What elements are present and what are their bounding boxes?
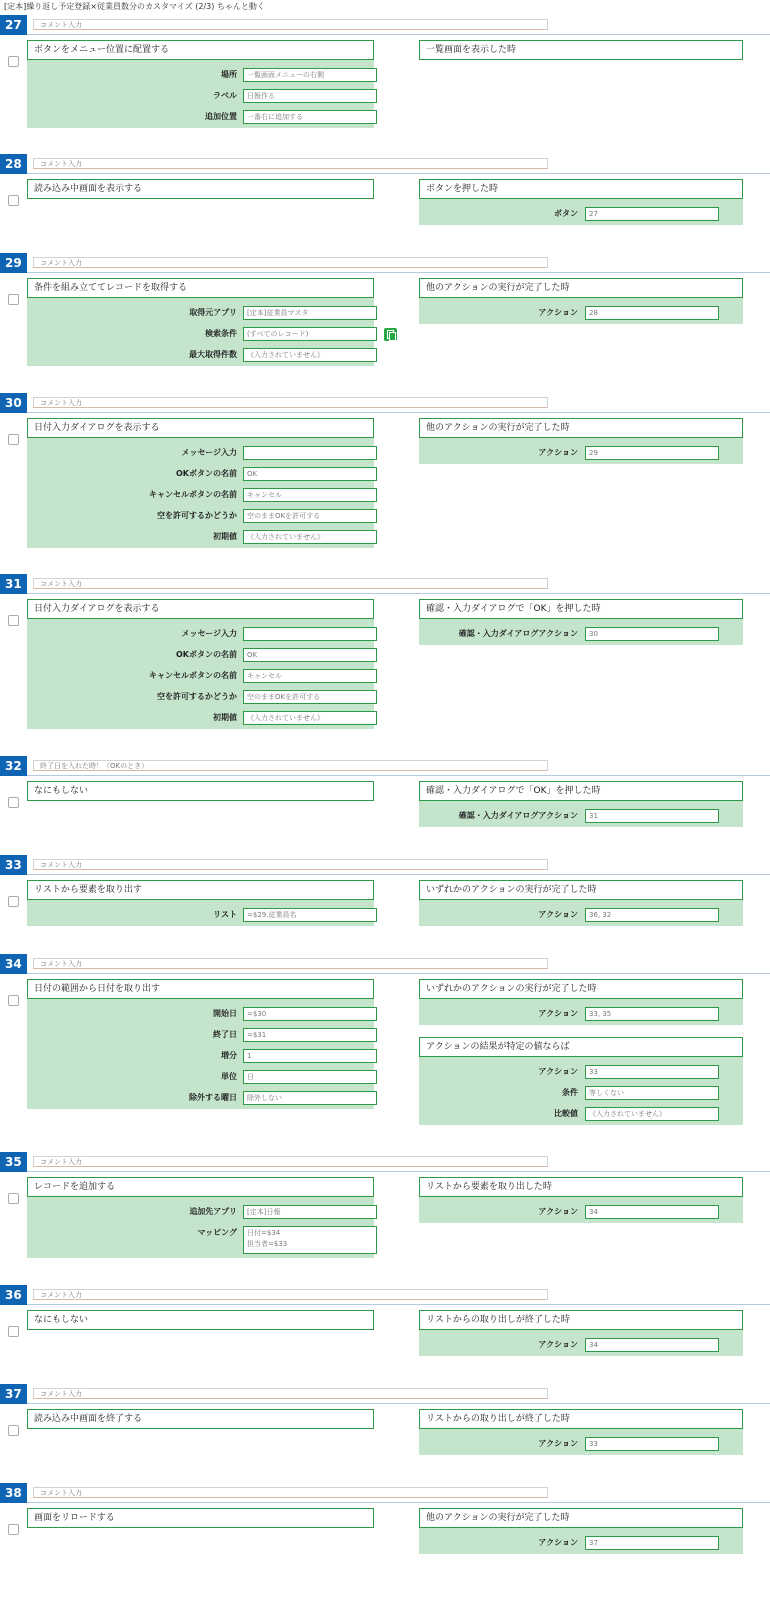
divider: [27, 973, 770, 974]
comment-input[interactable]: コメント入力: [33, 257, 548, 268]
divider: [27, 34, 770, 35]
step-checkbox[interactable]: [8, 615, 19, 626]
comment-input[interactable]: コメント入力: [33, 397, 548, 408]
divider: [27, 775, 770, 776]
field-label: キャンセルボタンの名前: [149, 671, 237, 680]
field-value[interactable]: 《入力されていません》: [243, 530, 377, 544]
action-title[interactable]: 読み込み中画面を表示する: [27, 179, 374, 199]
comment-input[interactable]: 終了日を入れた時！（OKのとき）: [33, 760, 548, 771]
field-label: ラベル: [213, 91, 237, 100]
comment-input[interactable]: コメント入力: [33, 19, 548, 30]
field-label: 初期値: [213, 532, 237, 541]
action-card: [27, 979, 374, 1109]
field-label: 初期値: [213, 713, 237, 722]
field-label: 取得元アプリ: [189, 308, 237, 317]
field-label: アクション: [538, 448, 578, 457]
action-title[interactable]: 日付の範囲から日付を取り出す: [27, 979, 374, 999]
step-number: 33: [0, 855, 27, 875]
field-value[interactable]: 等しくない: [585, 1086, 719, 1100]
field-value[interactable]: OK: [243, 648, 377, 662]
field-value[interactable]: 空のままOKを許可する: [243, 509, 377, 523]
trigger-card: [419, 599, 743, 645]
field-value[interactable]: =$31: [243, 1028, 377, 1042]
action-card: [27, 179, 374, 199]
divider: [27, 1304, 770, 1305]
action-title[interactable]: なにもしない: [27, 781, 374, 801]
trigger-title[interactable]: アクションの結果が特定の値ならば: [419, 1037, 743, 1057]
comment-input[interactable]: コメント入力: [33, 1289, 548, 1300]
field-value[interactable]: 《入力されていません》: [243, 711, 377, 725]
field-label: 確認・入力ダイアログアクション: [458, 811, 578, 820]
step-number: 30: [0, 393, 27, 413]
divider: [27, 1171, 770, 1172]
action-card: [27, 40, 374, 128]
field-label: 追加位置: [205, 112, 237, 121]
field-label: OKボタンの名前: [176, 650, 237, 659]
divider: [27, 272, 770, 273]
step-checkbox[interactable]: [8, 896, 19, 907]
divider: [27, 412, 770, 413]
step-checkbox[interactable]: [8, 434, 19, 445]
field-label: 終了日: [213, 1030, 237, 1039]
trigger-card: [419, 1037, 743, 1125]
step-checkbox[interactable]: [8, 56, 19, 67]
action-card: [27, 1310, 374, 1330]
comment-input[interactable]: コメント入力: [33, 158, 548, 169]
field-value[interactable]: 27: [585, 207, 719, 221]
action-title[interactable]: 日付入力ダイアログを表示する: [27, 599, 374, 619]
field-value[interactable]: [定本]日報: [243, 1205, 377, 1219]
field-label: アクション: [538, 1067, 578, 1076]
action-card: [27, 781, 374, 801]
step-number: 27: [0, 15, 27, 35]
trigger-card: [419, 979, 743, 1025]
field-label: アクション: [538, 1439, 578, 1448]
field-label: アクション: [538, 910, 578, 919]
field-value[interactable]: [定本]従業員マスタ: [243, 306, 377, 320]
field-label: 単位: [221, 1072, 237, 1081]
action-title[interactable]: リストから要素を取り出す: [27, 880, 374, 900]
trigger-title[interactable]: 他のアクションの実行が完了した時: [419, 418, 743, 438]
field-label: 最大取得件数: [189, 350, 237, 359]
step-number: 29: [0, 253, 27, 273]
action-title[interactable]: なにもしない: [27, 1310, 374, 1330]
field-label: OKボタンの名前: [176, 469, 237, 478]
comment-input[interactable]: コメント入力: [33, 1388, 548, 1399]
trigger-card: [419, 1508, 743, 1554]
field-value[interactable]: 日報作る: [243, 89, 377, 103]
action-title[interactable]: 条件を組み立ててレコードを取得する: [27, 278, 374, 298]
field-value[interactable]: 36, 32: [585, 908, 719, 922]
field-value[interactable]: 《入力されていません》: [585, 1107, 719, 1121]
action-card: [27, 880, 374, 926]
field-label: メッセージ入力: [181, 448, 237, 457]
field-label: アクション: [538, 1340, 578, 1349]
field-label: リスト: [213, 910, 237, 919]
field-value[interactable]: 34: [585, 1205, 719, 1219]
comment-input[interactable]: コメント入力: [33, 1156, 548, 1167]
field-label: アクション: [538, 1009, 578, 1018]
field-label: マッピング: [197, 1228, 237, 1237]
trigger-title[interactable]: リストからの取り出しが終了した時: [419, 1310, 743, 1330]
step-checkbox[interactable]: [8, 995, 19, 1006]
field-label: キャンセルボタンの名前: [149, 490, 237, 499]
step-number: 36: [0, 1285, 27, 1305]
step-checkbox[interactable]: [8, 294, 19, 305]
trigger-title[interactable]: リストからの取り出しが終了した時: [419, 1409, 743, 1429]
divider: [27, 874, 770, 875]
field-label: 場所: [221, 70, 237, 79]
step-number: 31: [0, 574, 27, 594]
trigger-card: [419, 179, 743, 225]
field-value[interactable]: 一覧画面メニューの右側: [243, 68, 377, 82]
field-value[interactable]: =$30: [243, 1007, 377, 1021]
trigger-title[interactable]: 他のアクションの実行が完了した時: [419, 278, 743, 298]
field-value[interactable]: 日付=$34 担当者=$33: [243, 1226, 377, 1254]
action-card: [27, 599, 374, 729]
step-checkbox[interactable]: [8, 195, 19, 206]
step-checkbox[interactable]: [8, 1193, 19, 1204]
field-value[interactable]: 30: [585, 627, 719, 641]
trigger-title[interactable]: リストから要素を取り出した時: [419, 1177, 743, 1197]
step-number: 37: [0, 1384, 27, 1404]
action-card: [27, 1409, 374, 1429]
trigger-title[interactable]: いずれかのアクションの実行が完了した時: [419, 880, 743, 900]
field-value[interactable]: (すべてのレコード): [243, 327, 377, 341]
field-value[interactable]: 日: [243, 1070, 377, 1084]
action-card: [27, 1508, 374, 1528]
action-title[interactable]: ボタンをメニュー位置に配置する: [27, 40, 374, 60]
field-value[interactable]: [243, 446, 377, 460]
action-card: [27, 278, 374, 366]
action-title[interactable]: レコードを追加する: [27, 1177, 374, 1197]
field-label: アクション: [538, 1207, 578, 1216]
field-label: 増分: [221, 1051, 237, 1060]
step-checkbox[interactable]: [8, 1326, 19, 1337]
field-value[interactable]: 29: [585, 446, 719, 460]
action-title[interactable]: 読み込み中画面を終了する: [27, 1409, 374, 1429]
step-checkbox[interactable]: [8, 1524, 19, 1535]
field-value[interactable]: =$29.従業員名: [243, 908, 377, 922]
trigger-card: [419, 1409, 743, 1455]
field-value[interactable]: キャンセル: [243, 669, 377, 683]
action-title[interactable]: 日付入力ダイアログを表示する: [27, 418, 374, 438]
action-card: [27, 418, 374, 548]
field-label: 比較値: [554, 1109, 578, 1118]
field-label: 追加先アプリ: [189, 1207, 237, 1216]
step-checkbox[interactable]: [8, 797, 19, 808]
step-number: 38: [0, 1483, 27, 1503]
field-value[interactable]: 28: [585, 306, 719, 320]
field-value[interactable]: 《入力されていません》: [243, 348, 377, 362]
field-label: アクション: [538, 308, 578, 317]
field-label: 開始日: [213, 1009, 237, 1018]
field-value[interactable]: 34: [585, 1338, 719, 1352]
step-number: 32: [0, 756, 27, 776]
comment-input[interactable]: コメント入力: [33, 958, 548, 969]
field-value[interactable]: 33: [585, 1437, 719, 1451]
divider: [27, 173, 770, 174]
field-value[interactable]: 37: [585, 1536, 719, 1550]
field-value[interactable]: OK: [243, 467, 377, 481]
step-number: 28: [0, 154, 27, 174]
field-value[interactable]: キャンセル: [243, 488, 377, 502]
action-card: [27, 1177, 374, 1258]
divider: [27, 1502, 770, 1503]
step-checkbox[interactable]: [8, 1425, 19, 1436]
field-label: ボタン: [554, 209, 578, 218]
copy-icon[interactable]: [384, 328, 397, 341]
field-value[interactable]: 一番右に追加する: [243, 110, 377, 124]
page-title: [定本]繰り返し予定登録×従業員数分のカスタマイズ (2/3) ちゃんと動く: [4, 2, 265, 11]
field-value[interactable]: 空のままOKを許可する: [243, 690, 377, 704]
trigger-title[interactable]: ボタンを押した時: [419, 179, 743, 199]
step-number: 34: [0, 954, 27, 974]
trigger-title[interactable]: 他のアクションの実行が完了した時: [419, 1508, 743, 1528]
divider: [27, 593, 770, 594]
trigger-card: [419, 880, 743, 926]
field-value[interactable]: 除外しない: [243, 1091, 377, 1105]
trigger-card: [419, 1310, 743, 1356]
field-value[interactable]: 33, 35: [585, 1007, 719, 1021]
trigger-title[interactable]: 一覧画面を表示した時: [419, 40, 743, 60]
trigger-title[interactable]: 確認・入力ダイアログで「OK」を押した時: [419, 781, 743, 801]
comment-input[interactable]: コメント入力: [33, 1487, 548, 1498]
comment-input[interactable]: コメント入力: [33, 578, 548, 589]
step-number: 35: [0, 1152, 27, 1172]
field-label: アクション: [538, 1538, 578, 1547]
trigger-card: [419, 278, 743, 324]
field-value[interactable]: [243, 627, 377, 641]
field-value[interactable]: 1: [243, 1049, 377, 1063]
trigger-card: [419, 781, 743, 827]
field-label: 確認・入力ダイアログアクション: [458, 629, 578, 638]
field-value[interactable]: 31: [585, 809, 719, 823]
field-label: 空を許可するかどうか: [157, 692, 237, 701]
trigger-title[interactable]: 確認・入力ダイアログで「OK」を押した時: [419, 599, 743, 619]
divider: [27, 1403, 770, 1404]
field-label: 除外する曜日: [189, 1093, 237, 1102]
trigger-title[interactable]: いずれかのアクションの実行が完了した時: [419, 979, 743, 999]
field-label: 条件: [562, 1088, 578, 1097]
trigger-card: [419, 418, 743, 464]
trigger-card: [419, 1177, 743, 1223]
action-title[interactable]: 画面をリロードする: [27, 1508, 374, 1528]
comment-input[interactable]: コメント入力: [33, 859, 548, 870]
field-value[interactable]: 33: [585, 1065, 719, 1079]
trigger-card: [419, 40, 743, 60]
field-label: 検索条件: [205, 329, 237, 338]
field-label: 空を許可するかどうか: [157, 511, 237, 520]
field-label: メッセージ入力: [181, 629, 237, 638]
